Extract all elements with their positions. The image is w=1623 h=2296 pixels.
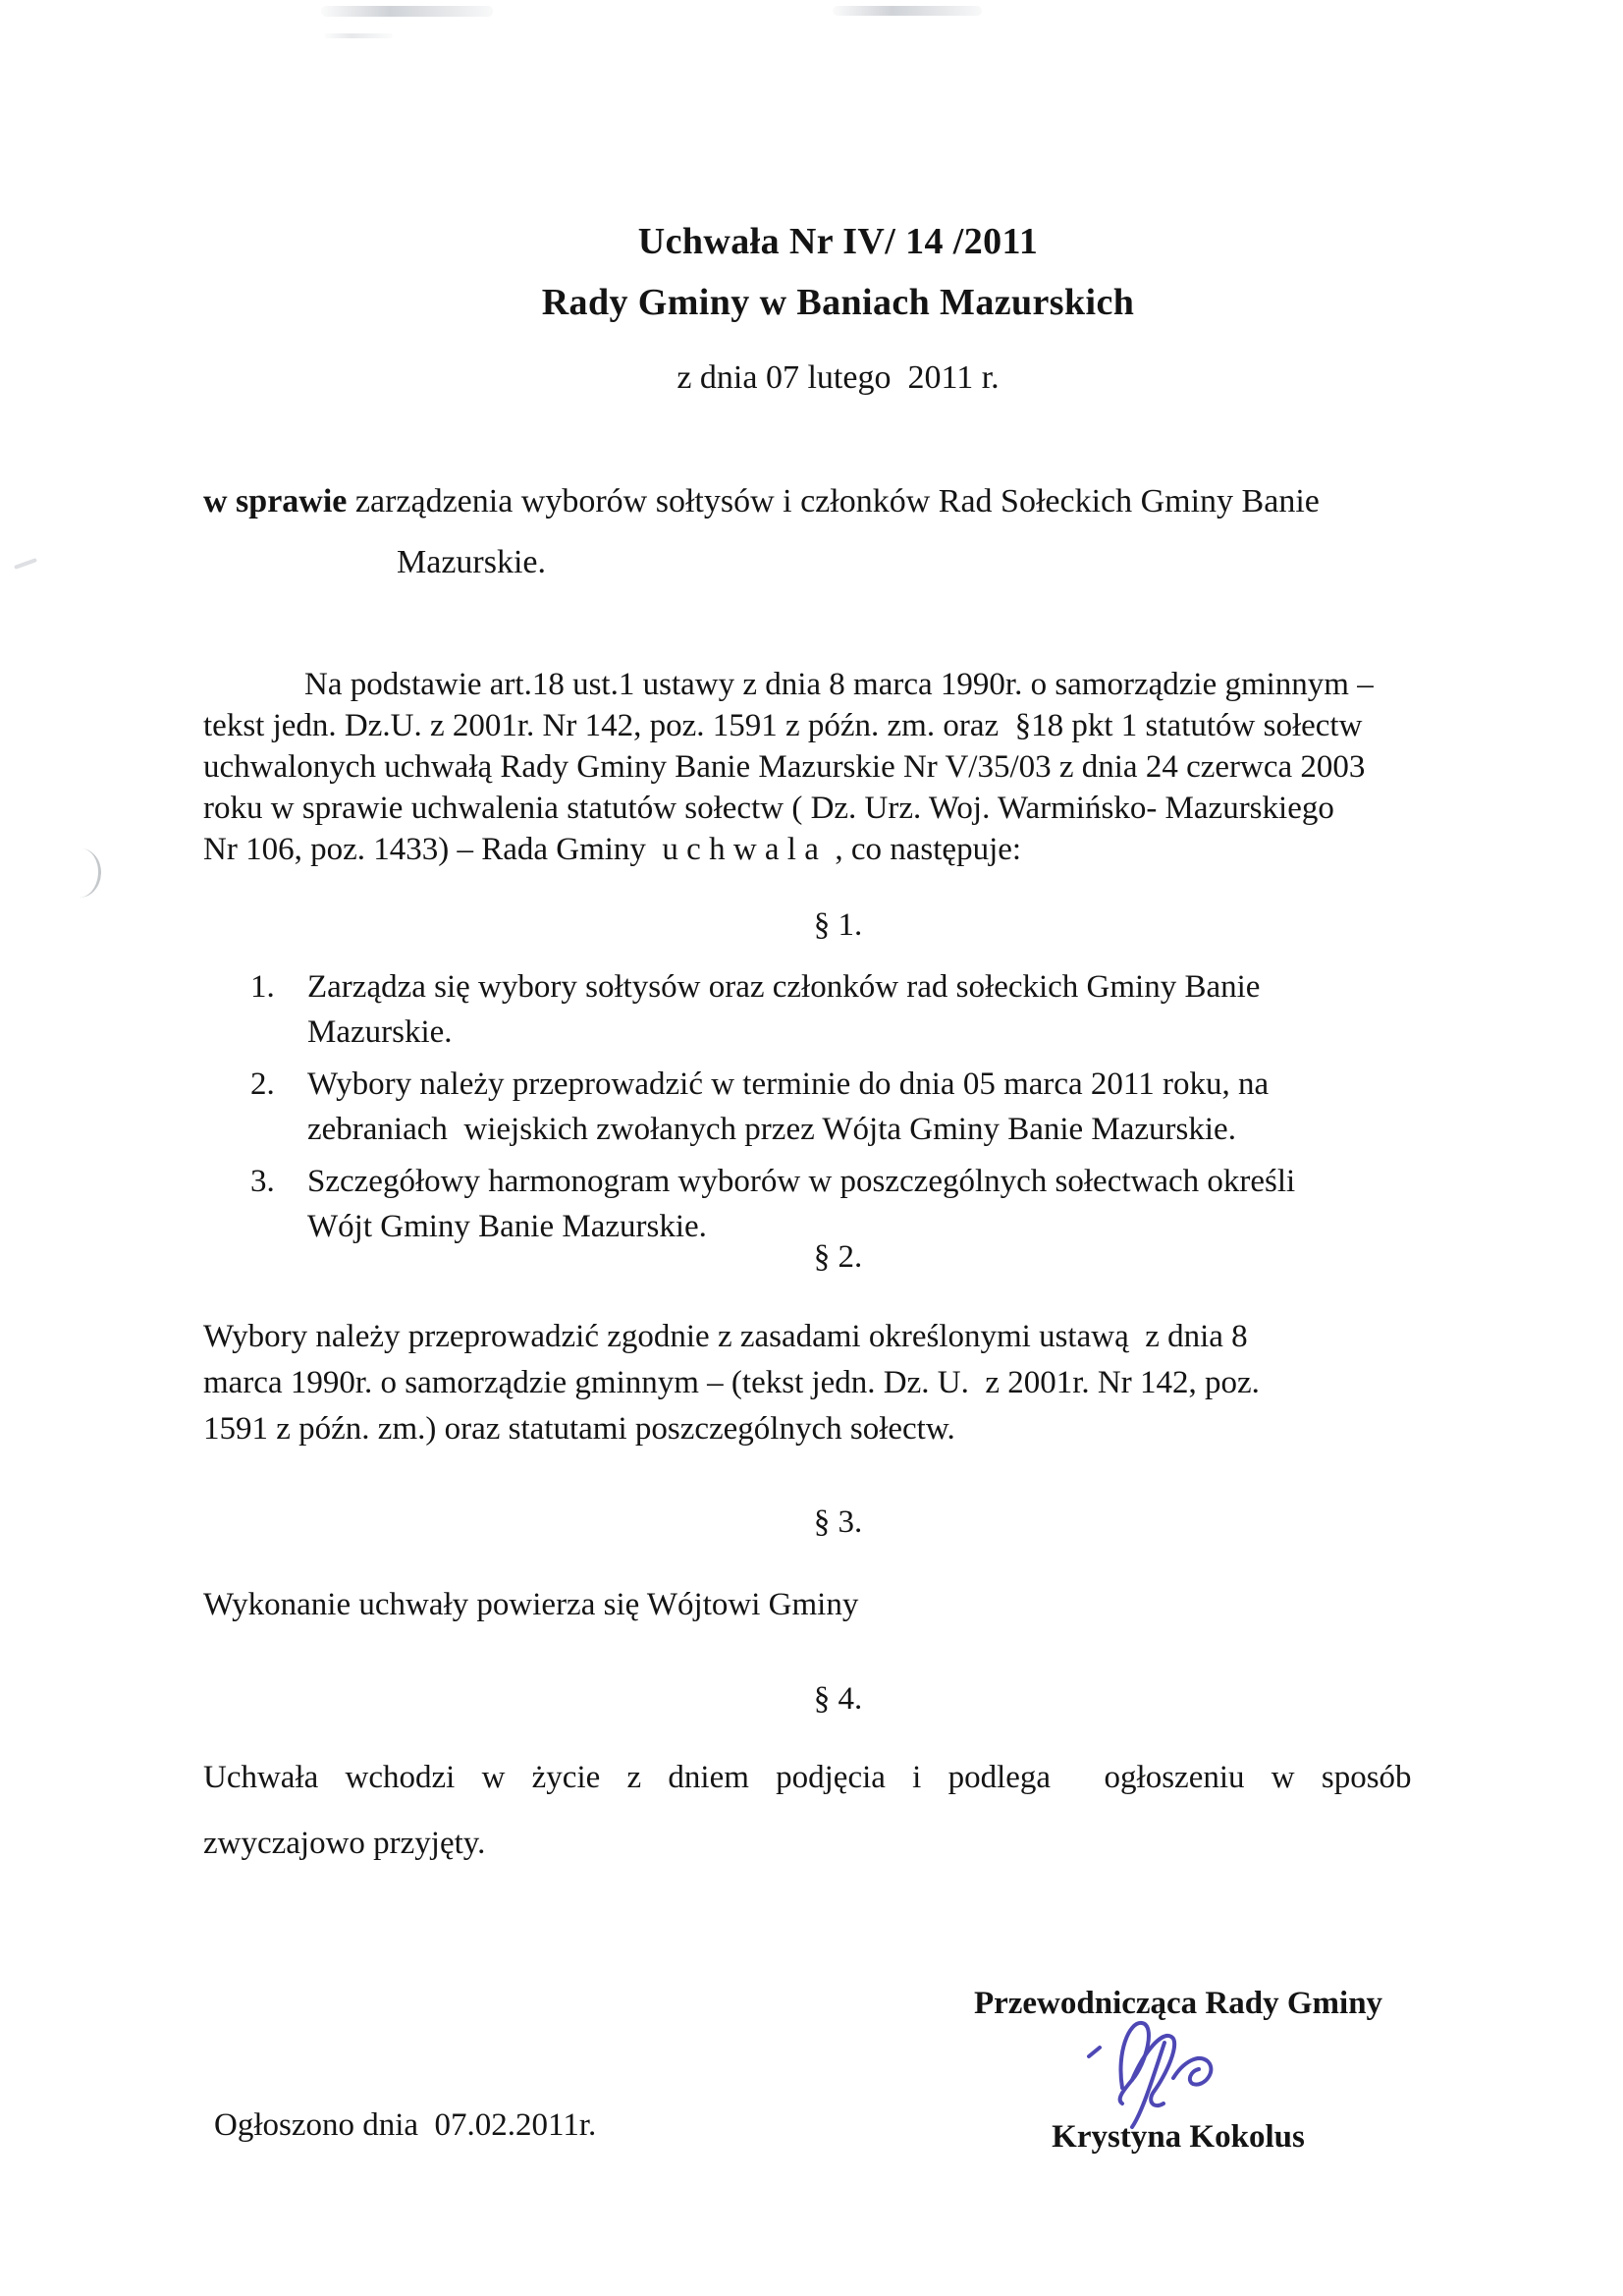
section-1-mark: § 1.	[813, 907, 863, 943]
legal-basis-paragraph	[203, 664, 1509, 870]
subject-line-1-rest: zarządzenia wyborów sołtysów i członków Rad Sołeckich Gminy Banie	[347, 483, 1320, 519]
effective-date-line: zwyczajowo przyjęty.	[203, 1826, 486, 1861]
list-item-text: Zarządza się wybory sołtysów oraz członków rad sołeckich Gminy Banie	[307, 969, 1261, 1005]
list-item-3	[203, 1159, 1509, 1249]
scan-smudge-top-right	[833, 6, 982, 16]
title-line-1: Uchwała Nr IV/ 14 /2011	[637, 221, 1039, 262]
publication-note: Ogłoszono dnia 07.02.2011r.	[214, 2107, 597, 2143]
scan-arc-artifact	[57, 847, 102, 900]
list-item-text: Szczegółowy harmonogram wyborów w poszczególnych sołectwach określi	[307, 1164, 1296, 1199]
subject-line-2: Mazurskie.	[397, 544, 547, 580]
subject-line-1	[203, 483, 1509, 520]
scan-slash-artifact	[14, 558, 37, 570]
signature-ink	[1006, 1994, 1271, 2136]
legal-basis-line: Na podstawie art.18 ust.1 ustawy z dnia 8 marca 1990r. o samorządzie gminnym –	[304, 667, 1374, 702]
list-item-text: Wójt Gminy Banie Mazurskie.	[307, 1209, 707, 1244]
ordered-list	[203, 964, 1509, 1256]
list-item-number: 2.	[250, 1066, 275, 1102]
list-item-text: zebraniach wiejskich zwołanych przez Wójta Gminy Banie Mazurskie.	[307, 1112, 1236, 1147]
list-item-text: Wybory należy przeprowadzić w terminie do dnia 05 marca 2011 roku, na	[307, 1066, 1270, 1102]
section-2-mark: § 2.	[813, 1239, 863, 1275]
subject-label: w sprawie	[203, 483, 348, 519]
election-rules-line: marca 1990r. o samorządzie gminnym – (tekst jedn. Dz. U. z 2001r. Nr 142, poz.	[203, 1365, 1260, 1400]
scan-smudge-top-left	[321, 6, 493, 17]
legal-basis-line: tekst jedn. Dz.U. z 2001r. Nr 142, poz. 1591 z późn. zm. oraz §18 pkt 1 statutów sołectw	[203, 708, 1363, 743]
list-item-number: 3.	[250, 1164, 275, 1199]
effective-date-line: Uchwała wchodzi w życie z dniem podjęcia i podlega ogłoszeniu w sposób	[203, 1760, 1412, 1795]
legal-basis-line: Nr 106, poz. 1433) – Rada Gminy u c h w a l a , co następuje:	[203, 832, 1022, 867]
election-rules-line: 1591 z późn. zm.) oraz statutami poszczególnych sołectw.	[203, 1411, 955, 1447]
document-title	[203, 211, 1473, 333]
title-line-2: Rady Gminy w Baniach Mazurskich	[541, 282, 1135, 323]
list-item-1	[203, 964, 1509, 1055]
list-item-text: Mazurskie.	[307, 1014, 453, 1050]
list-item-2	[203, 1062, 1509, 1152]
execution-clause: Wykonanie uchwały powierza się Wójtowi Gminy	[203, 1587, 859, 1622]
legal-basis-line: uchwalonych uchwałą Rady Gminy Banie Mazurskie Nr V/35/03 z dnia 24 czerwca 2003	[203, 749, 1366, 785]
list-item-number: 1.	[250, 969, 275, 1005]
election-rules-line: Wybory należy przeprowadzić zgodnie z zasadami określonymi ustawą z dnia 8	[203, 1319, 1248, 1354]
scan-smudge-top-left-secondary	[324, 33, 393, 38]
section-4-mark: § 4.	[813, 1681, 863, 1717]
effective-date-paragraph	[203, 1760, 1509, 1862]
election-rules-paragraph	[203, 1314, 1509, 1452]
subject-paragraph	[203, 483, 1509, 581]
date-line: z dnia 07 lutego 2011 r.	[676, 359, 1000, 396]
signatory-name: Krystyna Kokolus	[1052, 2119, 1305, 2155]
section-3-mark: § 3.	[813, 1504, 863, 1540]
signature-role: Przewodnicząca Rady Gminy	[973, 1986, 1383, 2021]
legal-basis-line: roku w sprawie uchwalenia statutów sołectw ( Dz. Urz. Woj. Warmińsko- Mazurskiego	[203, 791, 1334, 826]
